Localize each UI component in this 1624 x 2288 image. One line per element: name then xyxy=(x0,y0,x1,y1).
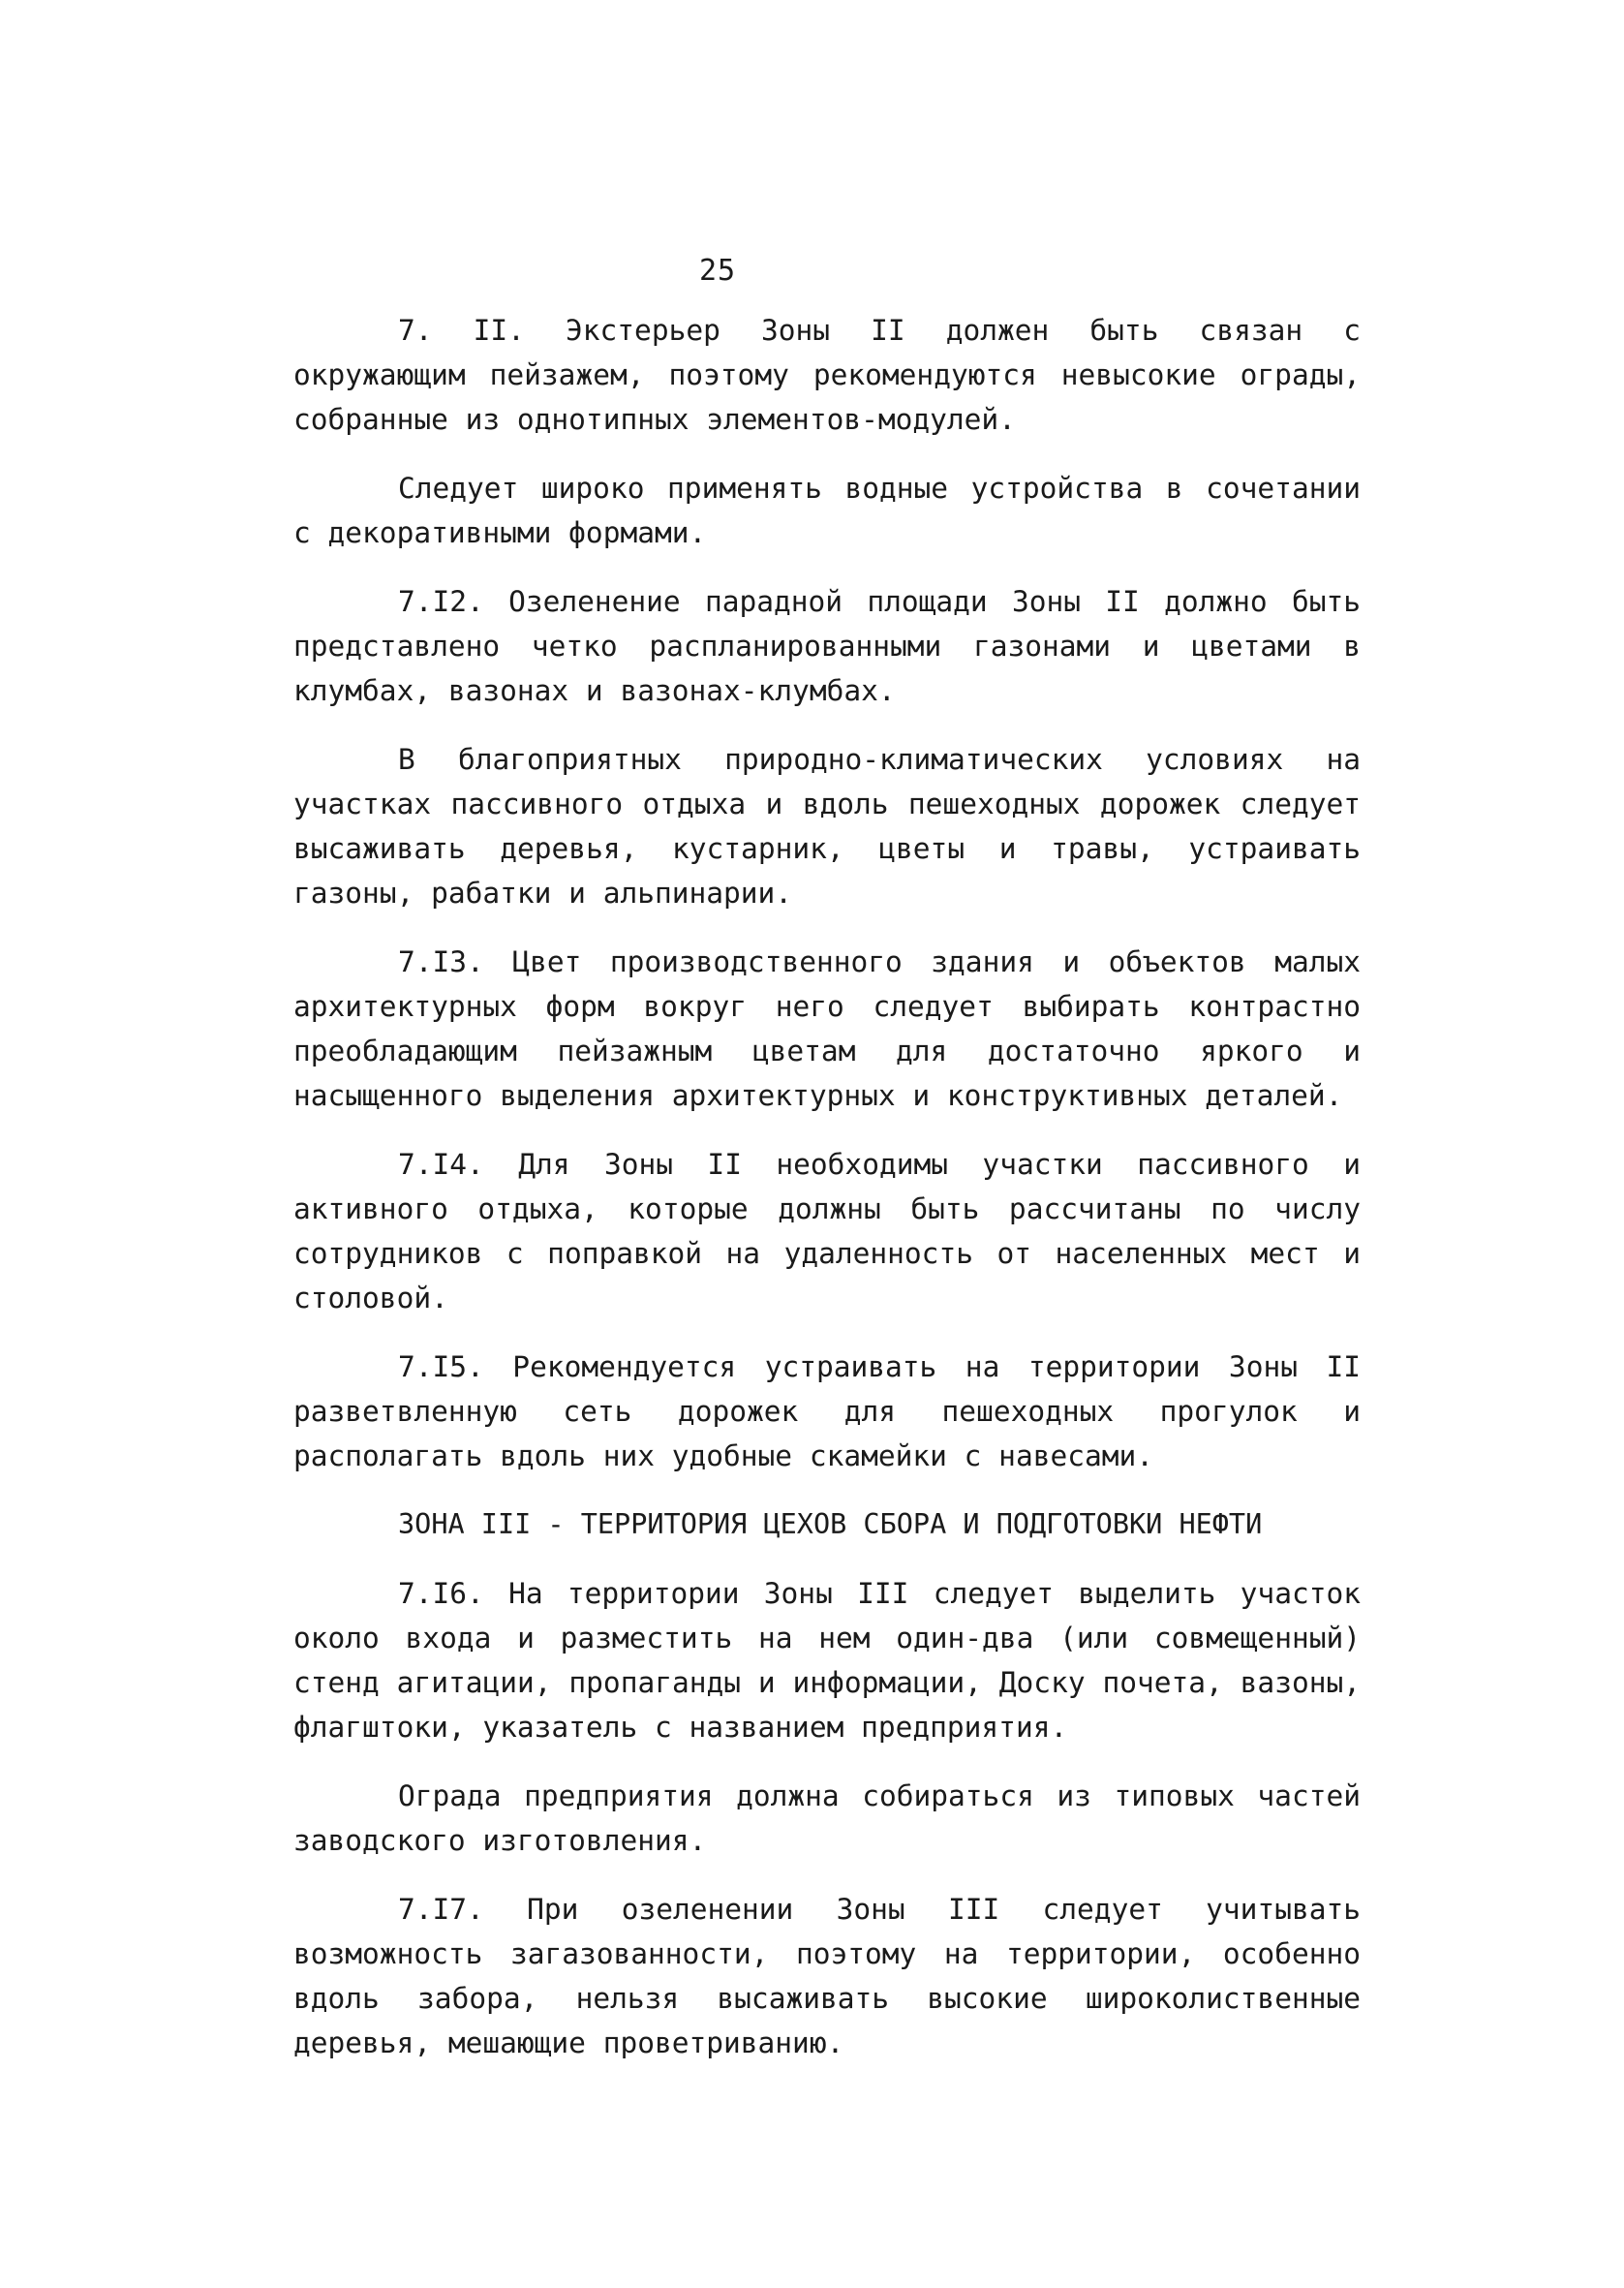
document-body xyxy=(293,308,1361,2089)
paragraph-7-12: 7.I2. Озеленение парадной площади Зоны II должно быть представлено четко распланированными газонами и цветами в клумбах, вазонах и вазонах-клумбах. xyxy=(293,585,1361,707)
paragraph-7-11-continued: Следует широко применять водные устройства в сочетании с декоративными формами. xyxy=(293,472,1361,549)
paragraph-7-14: 7.I4. Для Зоны II необходимы участки пассивного и активного отдыха, которые должны быть рассчитаны по числу сотрудников с поправкой на удаленность от населенных мест и столовой. xyxy=(293,1148,1361,1314)
paragraph-7-17: 7.I7. При озеленении Зоны III следует учитывать возможность загазованности, поэтому на территории, особенно вдоль забора, нельзя высаживать высокие широколиственные деревья, мешающие проветриванию. xyxy=(293,1893,1361,2059)
page-number: 25 xyxy=(699,254,737,288)
paragraph-7-15: 7.I5. Рекомендуется устраивать на территории Зоны II разветвленную сеть дорожек для пешеходных прогулок и располагать вдоль них удобные скамейки с навесами. xyxy=(293,1350,1361,1472)
paragraph-7-16-continued: Ограда предприятия должна собираться из типовых частей заводского изготовления. xyxy=(293,1779,1361,1857)
paragraph-7-12-continued: В благоприятных природно-климатических условиях на участках пассивного отдыха и вдоль пешеходных дорожек следует высаживать деревья, кустарник, цветы и травы, устраивать газоны, рабатки и альпинарии. xyxy=(293,743,1361,910)
section-heading-zone-3: ЗОНА III - ТЕРРИТОРИЯ ЦЕХОВ СБОРА И ПОДГОТОВКИ НЕФТИ xyxy=(398,1508,1263,1540)
paragraph-7-16: 7.I6. На территории Зоны III следует выделить участок около входа и разместить на нем один-два (или совмещенный) стенд агитации, пропаганды и информации, Доску почета, вазоны, флагштоки, указатель с названием предприятия. xyxy=(293,1577,1361,1744)
paragraph-7-13: 7.I3. Цвет производственного здания и объектов малых архитектурных форм вокруг него следует выбирать контрастно преобладающим пейзажным цветам для достаточно яркого и насыщенного выделения архитектурных и конструктивных деталей. xyxy=(293,945,1361,1112)
paragraph-7-11: 7. II. Экстерьер Зоны II должен быть связан с окружающим пейзажем, поэтому рекомендуются невысокие ограды, собранные из однотипных элементов-модулей. xyxy=(293,314,1361,436)
